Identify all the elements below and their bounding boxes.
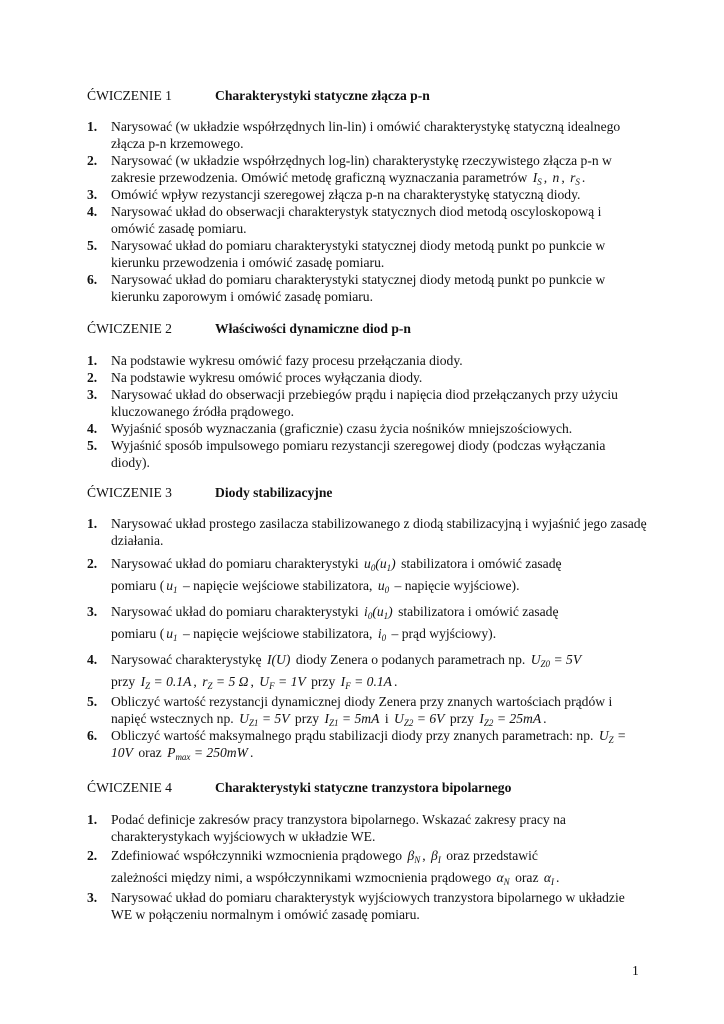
list-item: 2. Zdefiniować współczynniki wzmocnienia prądowego $\beta_N$ , $\beta_I$ oraz przedstawić zależności między nimi, a współczynnikami wzmocnienia prądowego $\alpha_N$ oraz $\alpha_I$ . [87,848,560,887]
list-item: 3. Narysować układ do pomiaru charakterystyk wyjściowych tranzystora bipolarnego w układzie WE w połączeniu normalnym i omówić zasadę pomiaru. [87,890,625,922]
list-item: 6. Narysować układ do pomiaru charakterystyki statycznej diody metodą punkt po punkcie w kierunku zaporowym i omówić zasadę pomiaru. [87,272,606,304]
section-2-list [87,352,647,471]
section-3-number: ĆWICZENIE 3 [87,485,172,500]
page-number: 1 [632,963,639,978]
list-item: 1. Podać definicje zakresów pracy tranzystora bipolarnego. Wskazać zakresy pracy na charakterystykach wyjściowych w układzie WE. [87,812,566,844]
list-item: 2. Na podstawie wykresu omówić proces wyłączania diody. [87,370,423,385]
list-item: 2. Narysować (w układzie współrzędnych log-lin) charakterystykę rzeczywistego złącza p-n w zakresie przewodzenia. Omówić metodę graficzną wyznaczania parametrów $I_S$ , n , $r_S$ . [87,153,612,187]
section-4-title: Charakterystyki statyczne tranzystora bipolarnego [215,780,512,795]
list-item: 2. Narysować układ do pomiaru charakterystyki $u_0(u_1)$ stabilizatora i omówić zasadę pomiaru ( $u_1$ – napięcie wejściowe stabilizatora, $u_0$ – napięcie wyjściowe). [87,556,562,595]
section-3-heading [87,485,332,501]
section-4-list [87,811,647,923]
list-item: 4. Narysować układ do obserwacji charakterystyk statycznych diod metodą oscyloskopową i omówić zasadę pomiaru. [87,204,602,236]
list-item: 3. Omówić wpływ rezystancji szeregowej złącza p-n na charakterystykę statyczną diody. [87,187,581,202]
list-item: 3. Narysować układ do pomiaru charakterystyki $i_0(u_1)$ stabilizatora i omówić zasadę pomiaru ( $u_1$ – napięcie wejściowe stabilizatora, $i_0$ – prąd wyjściowy). [87,604,559,643]
list-item: 4. Narysować charakterystykę I(U) diody Zenera o podanych parametrach np. $U_{Z0} = 5V$ przy $I_Z = 0.1A$ , $r_Z = 5$ Ω , $U_F = 1V$ przy $I_F = 0.1A$ . [87,652,582,691]
section-2-heading [87,321,411,337]
list-item: 4. Wyjaśnić sposób wyznaczania (graficznie) czasu życia nośników mniejszościowych. [87,421,573,436]
list-item: 1. Na podstawie wykresu omówić fazy procesu przełączania diody. [87,353,463,368]
section-4-number: ĆWICZENIE 4 [87,780,172,795]
list-item: 1. Narysować układ prostego zasilacza stabilizowanego z diodą stabilizacyjną i wyjaśnić jego zasadę działania. [87,516,647,548]
list-item: 5. Obliczyć wartość rezystancji dynamicznej diody Zenera przy znanych wartościach prądów i napięć wstecznych np. $U_{Z1} = 5V$ przy $I_{Z1} = 5mA$ i $U_{Z2} = 6V$ przy $I_{Z2} = 25mA$ . [87,694,613,728]
section-3-list [87,515,647,761]
list-item: 5. Narysować układ do pomiaru charakterystyki statycznej diody metodą punkt po punkcie w kierunku przewodzenia i omówić zasadę pomiaru. [87,238,606,270]
section-1-title: Charakterystyki statyczne złącza p-n [215,88,430,103]
section-2-title: Właściwości dynamiczne diod p-n [215,321,411,336]
section-1-list [87,118,647,305]
list-item: 6. Obliczyć wartość maksymalnego prądu stabilizacji diody przy znanych parametrach: np. $U_Z = 10V$ oraz $P_{max} = 250mW$ . [87,728,627,762]
section-3-title: Diody stabilizacyjne [215,485,333,500]
section-1-heading [87,88,430,104]
section-4-heading [87,780,511,796]
section-2-number: ĆWICZENIE 2 [87,321,172,336]
list-item: 1. Narysować (w układzie współrzędnych lin-lin) i omówić charakterystykę statyczną idealnego złącza p-n krzemowego. [87,119,621,151]
section-1-number: ĆWICZENIE 1 [87,88,172,103]
list-item: 5. Wyjaśnić sposób impulsowego pomiaru rezystancji szeregowej diody (podczas wyłączania diody). [87,438,606,470]
list-item: 3. Narysować układ do obserwacji przebiegów prądu i napięcia diod przełączanych przy użyciu kluczowanego źródła prądowego. [87,387,618,419]
